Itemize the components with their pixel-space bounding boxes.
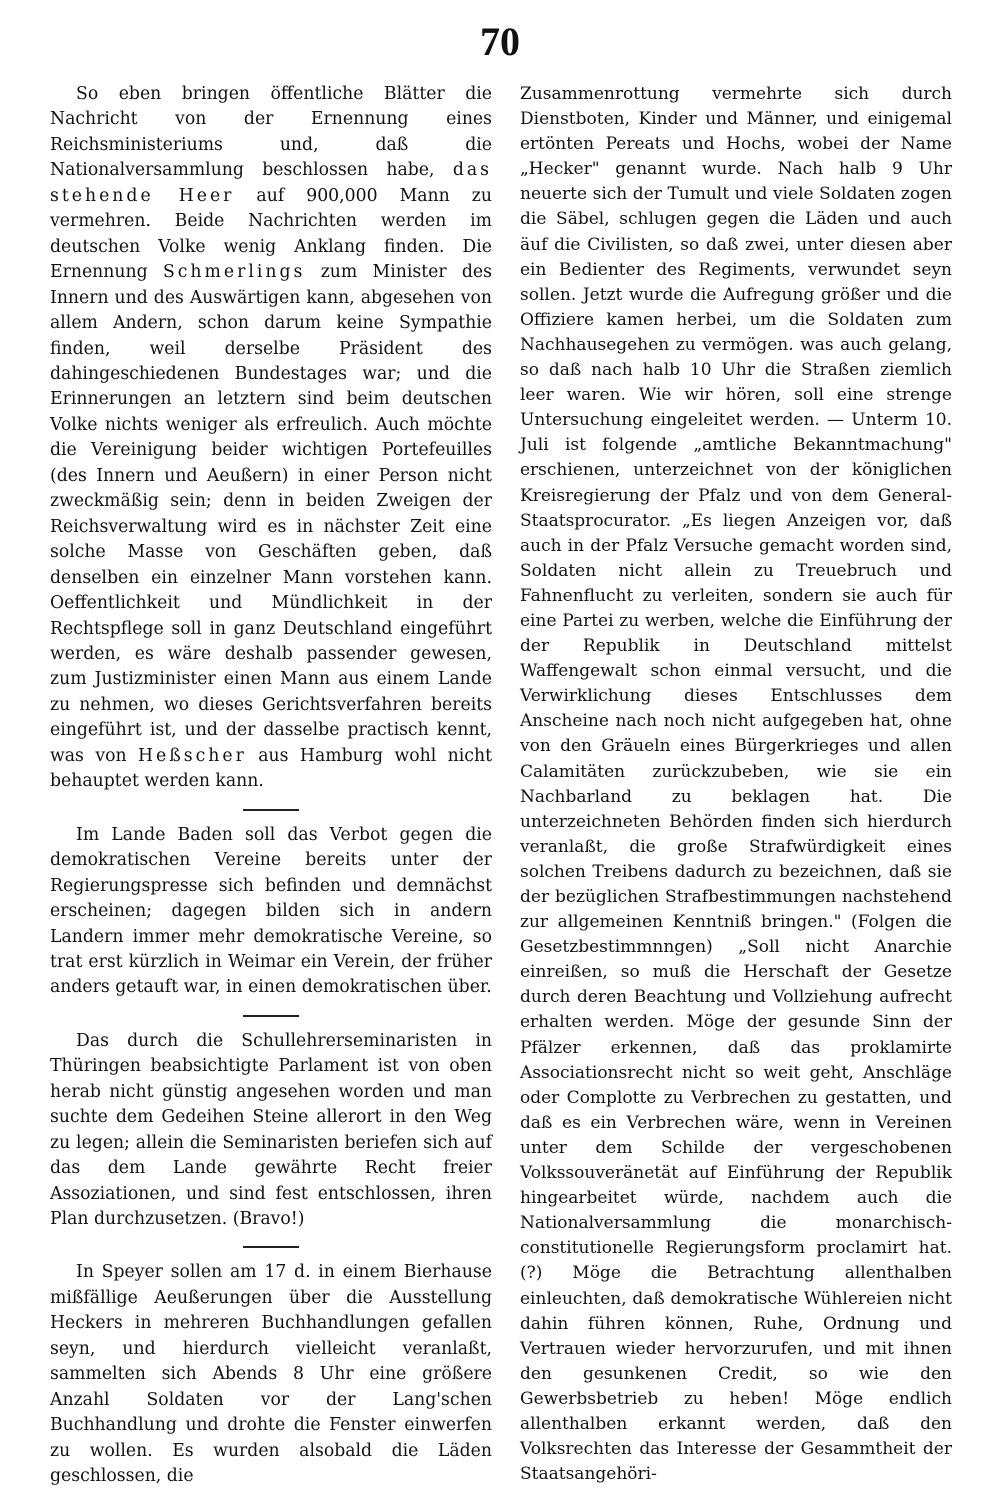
spaced-emphasis: Schmerlings <box>162 262 306 283</box>
right-column <box>520 82 952 1487</box>
article-thueringen: Das durch die Schullehrerseminaristen in Thüringen beabsichtigte Parlament ist von oben herab nicht günstig angesehen worden und man suchte dem Gedeihen Steine allerort in den Weg zu legen; allein die Seminaristen beriefen sich auf das dem Lande gewährte Recht freier Assoziationen, und sind fest entschlossen, ihren Plan durchzusetzen. (Bravo!) <box>50 1030 492 1230</box>
left-column <box>50 82 492 1490</box>
article-baden: Im Lande Baden soll das Verbot gegen die demokratischen Vereine bereits unter der Regierungspresse sich befinden und demnächst erscheinen; dagegen bilden sich in andern Landern immer mehr demokratische Vereine, so trat erst kürzlich in Weimar ein Verein, der früher anders getauft war, in einen demokratischen über. <box>50 824 492 998</box>
article-speyer: In Speyer sollen am 17 d. in einem Bierhause mißfällige Aeußerungen über die Ausstellung Heckers in mehreren Buchhandlungen gefallen seyn, und hierdurch vielleicht veranlaßt, sammelten sich Abends 8 Uhr eine größere Anzahl Soldaten vor der Lang'schen Buchhandlung und drohte die Fenster einwerfen zu wollen. Es wurden alsobald die Läden geschlossen, die <box>50 1262 492 1487</box>
article-text: So eben bringen öffentliche Blätter die Nachricht von der Ernennung eines Reichsministeriums und, daß die Nationalversammlung beschlossen habe, <box>50 84 492 181</box>
section-divider <box>243 1015 299 1017</box>
spaced-emphasis: das stehende Heer <box>50 160 492 206</box>
article-text: auf 900,000 Mann zu vermehren. Beide Nachrichten werden im deutschen Volke wenig Anklang finden. Die Ernennung <box>50 185 492 283</box>
spaced-emphasis: Heßscher <box>137 745 247 766</box>
section-divider <box>243 1246 299 1248</box>
page-number: 70 <box>480 19 520 64</box>
article-speyer-continued: Zusammenrottung vermehrte sich durch Dienstboten, Kinder und Männer, und einigemal ertönten Pereats und Hochs, wobei der Name „Hecker" genannt wurde. Nach halb 9 Uhr neuerte sich der Tumult und viele Soldaten zogen die Säbel, schlugen gegen die Läden und auch äuf die Civilisten, so daß zwei, unter diesen aber ein Bedienter des Regiments, verwundet seyn sollen. Jetzt wurde die Aufregung größer und die Offiziere kamen herbei, um die Soldaten zum Nachhausegehen zu vermögen. was auch gelang, so daß nach halb 10 Uhr die Straßen ziemlich leer waren. Wie wir hören, soll eine strenge Untersuchung eingeleitet werden. — Unterm 10. Juli ist folgende „amtliche Bekanntmachung" erschienen, unterzeichnet von der königlichen Kreisregierung der Pfalz und von dem General-Staatsprocurator. „Es liegen Anzeigen vor, daß auch in der Pfalz Versuche gemacht worden sind, Soldaten nicht allein zu Treuebruch und Fahnenflucht zu verleiten, sondern sie auch für eine Partei zu werben, welche die Einführung der der Republik in Deutschland mittelst Waffengewalt schon einmal versucht, und die Verwirklichung dieses Entschlusses dem Anscheine nach noch nicht aufgegeben hat, ohne von den Gräueln eines Bürgerkrieges und allen Calamitäten zurückzubeben, wie sie ein Nachbarland zu beklagen hat. Die unterzeichneten Behörden finden sich hierdurch veranlaßt, die große Strafwürdigkeit eines solchen Treibens dadurch zu bezeichnen, daß sie der bezüglichen Strafbestimmungen nachstehend zur allgemeinen Kenntniß bringen." (Folgen die Gesetzbestimmnngen) „Soll nicht Anarchie einreißen, so muß die Herschaft der Gesetze durch deren Beachtung und Vollziehung aufrecht erhalten werden. Möge der gesunde Sinn der Pfälzer erkennen, daß das proklamirte Associationsrecht nicht so weit geht, Anschläge oder Complotte zu Verbrechen zu gestatten, und daß es ein Verbrechen wäre, wenn in Vereinen unter dem Schilde der vergeschobenen Volkssouveränetät auf Einführung der Republik hingearbeitet würde, nachdem auch die Nationalversammlung die monarchisch-constitutionelle Regierungsform proclamirt hat. (?) Möge die Betrachtung allenthalben einleuchten, daß demokratische Wühlereien nicht dahin führen können, Ruhe, Ordnung und Vertrauen wieder hervorzurufen, und mit ihnen den gesunkenen Credit, so wie den Gewerbsbetrieb zu heben! Möge endlich allenthalben erkannt werden, daß den Volksrechten das Interesse der Gesammtheit der Staatsangehöri- <box>520 84 952 1485</box>
article-text: zum Minister des Innern und des Auswärtigen kann, abgesehen von allem Andern, schon darum keine Sympathie finden, weil derselbe Präsident des dahingeschiedenen Bundestages war; und die Erinnerungen an letztern sind beim deutschen Volke nichts weniger als erfreulich. Auch möchte die Vereinigung beider wichtigen Portefeuilles (des Innern und Aeußern) in einer Person nicht zweckmäßig sein; denn in beiden Zweigen der Reichsverwaltung wird es in nächster Zeit eine solche Masse von Geschäften geben, daß denselben ein einzelner Mann vorstehen kann. Oeffentlichkeit und Mündlichkeit in der Rechtspflege soll in ganz Deutschland eingeführt werden, es wäre deshalb passender gewesen, zum Justizminister einen Mann aus einem Lande zu nehmen, wo dieses Gerichtsverfahren bereits eingeführt ist, und der dasselbe practisch kennt, was von <box>50 262 492 766</box>
article-text: aus Hamburg wohl nicht behauptet werden kann. <box>50 745 492 792</box>
article-reichsministerium <box>50 82 492 795</box>
section-divider <box>243 809 299 811</box>
